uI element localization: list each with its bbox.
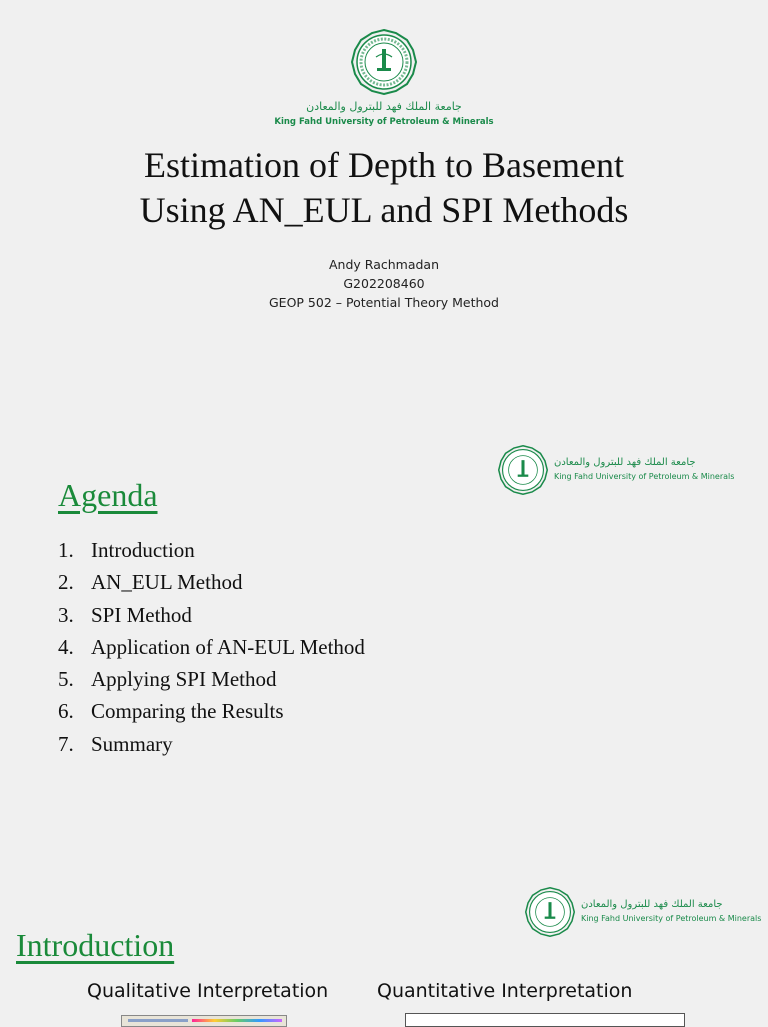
university-arabic-name: جامعة الملك فهد للبترول والمعادن xyxy=(306,100,462,113)
qualitative-subheading: Qualitative Interpretation xyxy=(87,980,329,1002)
university-english-name: King Fahd University of Petroleum & Minerals xyxy=(274,117,494,127)
presentation-title xyxy=(60,143,708,233)
agenda-slide xyxy=(0,430,768,850)
university-seal-icon xyxy=(525,887,575,937)
university-seal-icon xyxy=(498,445,548,495)
agenda-item: 6. Comparing the Results xyxy=(58,699,284,724)
quantitative-subheading: Quantitative Interpretation xyxy=(377,980,633,1002)
university-seal-icon xyxy=(351,29,417,95)
agenda-item: 5. Applying SPI Method xyxy=(58,667,277,692)
introduction-slide xyxy=(0,850,768,1024)
university-english-name: King Fahd University of Petroleum & Minerals xyxy=(554,472,735,481)
qualitative-figure-thumbnail xyxy=(121,1015,287,1027)
university-english-name: King Fahd University of Petroleum & Minerals xyxy=(581,914,762,923)
course-name: GEOP 502 – Potential Theory Method xyxy=(268,295,499,310)
university-arabic-name: جامعة الملك فهد للبترول والمعادن xyxy=(581,899,723,910)
agenda-item: 2. AN_EUL Method xyxy=(58,570,243,595)
agenda-item: 7. Summary xyxy=(58,731,173,756)
student-id: G202208460 xyxy=(343,276,425,291)
introduction-heading: Introduction xyxy=(16,927,175,963)
university-arabic-name: جامعة الملك فهد للبترول والمعادن xyxy=(554,457,696,468)
author-name: Andy Rachmadan xyxy=(329,257,439,272)
agenda-heading: Agenda xyxy=(58,477,158,513)
agenda-item: 4. Application of AN-EUL Method xyxy=(58,634,365,659)
title-line-2: Using AN_EUL and SPI Methods xyxy=(139,190,629,230)
agenda-item: 3. SPI Method xyxy=(58,602,192,627)
agenda-item: 1. Introduction xyxy=(58,538,195,562)
title-slide xyxy=(0,0,768,430)
quantitative-figure-thumbnail xyxy=(405,1013,685,1027)
agenda-list xyxy=(58,534,365,760)
title-line-1: Estimation of Depth to Basement xyxy=(144,145,624,185)
